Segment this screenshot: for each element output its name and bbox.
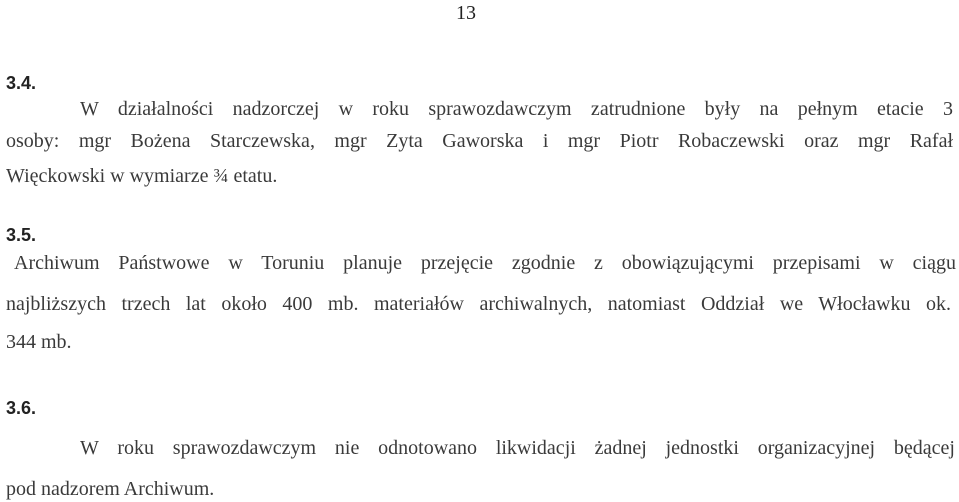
section-3-5-line-3: 344 mb. <box>6 331 72 353</box>
section-3-4-line-1: W działalności nadzorczej w roku sprawozdawczym zatrudnione były na pełnym etacie 3 <box>80 98 953 120</box>
section-3-6-line-2: pod nadzorem Archiwum. <box>6 478 215 500</box>
section-3-4-line-2: osoby: mgr Bożena Starczewska, mgr Zyta Gaworska i mgr Piotr Robaczewski oraz mgr Rafał <box>6 130 953 152</box>
section-heading-3-4: 3.4. <box>6 73 37 93</box>
section-heading-3-5: 3.5. <box>6 225 37 245</box>
section-3-5-line-2: najbliższych trzech lat około 400 mb. materiałów archiwalnych, natomiast Oddział we Włocławku ok. <box>6 293 951 315</box>
section-3-6-line-1: W roku sprawozdawczym nie odnotowano likwidacji żadnej jednostki organizacyjnej będącej <box>80 437 955 459</box>
section-heading-3-6: 3.6. <box>6 398 37 418</box>
section-3-5-line-1: Archiwum Państwowe w Toruniu planuje przejęcie zgodnie z obowiązującymi przepisami w ciągu <box>14 252 956 274</box>
page-number: 13 <box>456 2 476 24</box>
section-3-4-line-3: Więckowski w wymiarze ¾ etatu. <box>6 165 278 187</box>
